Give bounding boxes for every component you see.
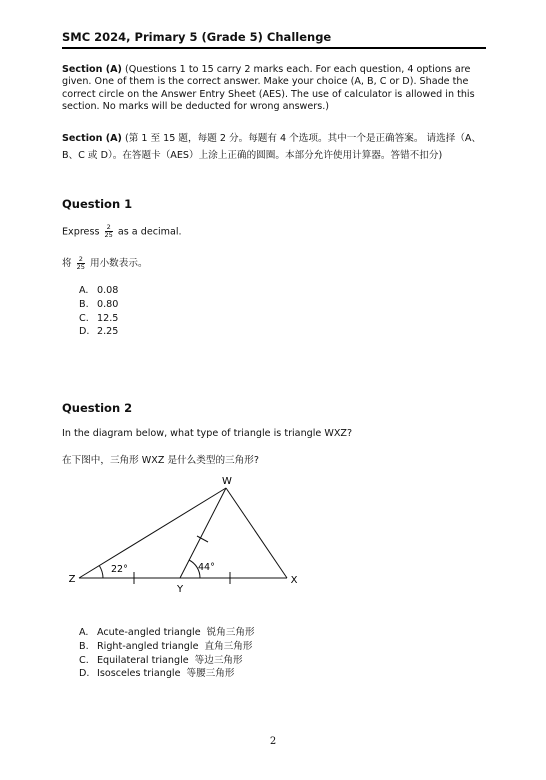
q1-zh-post: 用小数表示。	[90, 258, 148, 269]
question-1-options	[79, 284, 118, 339]
q1-option-d: D. 2.25	[79, 326, 119, 338]
q2-option-c: C. Equilateral triangle 等边三角形	[79, 654, 243, 666]
q1-fraction	[105, 224, 113, 239]
label-w: W	[222, 476, 232, 487]
q1-zh-pre: 将	[62, 258, 72, 269]
q1-option-b: B. 0.80	[79, 298, 119, 310]
question-2-prompt-zh: 在下图中，三角形 WXZ 是什么类型的三角形?	[62, 455, 259, 466]
q1-prompt-post: as a decimal.	[117, 226, 182, 238]
page-number: 2	[269, 736, 277, 747]
label-x: X	[290, 575, 298, 586]
section-instructions-text-zh: (第 1 至 15 题，每题 2 分。每题有 4 个选项。其中一个是正确答案。 请选择（A、B、C 或 D）。在答题卡（AES）上涂上正确的圆圈。本部分允许使用计算器。答错不扣分)	[62, 133, 482, 161]
question-1-prompt-zh	[62, 255, 148, 271]
question-2-title: Question 2	[62, 401, 133, 415]
q1-fraction-zh-numerator: 2	[77, 256, 85, 264]
section-a-instructions-zh	[62, 130, 490, 164]
angle-arc-z	[100, 566, 104, 578]
q2-option-b: B. Right-angled triangle 直角三角形	[79, 640, 253, 652]
q1-fraction-zh	[77, 256, 85, 271]
header-title: SMC 2024, Primary 5 (Grade 5) Challenge	[62, 30, 332, 44]
q1-option-c: C. 12.5	[79, 312, 119, 324]
q2-option-a: A. Acute-angled triangle 锐角三角形	[79, 627, 255, 638]
label-z: Z	[68, 574, 76, 585]
angle-label-y: 44°	[198, 562, 215, 573]
angle-label-z: 22°	[111, 564, 128, 575]
q1-fraction-numerator: 2	[105, 224, 113, 232]
q1-fraction-zh-denominator: 25	[76, 262, 85, 271]
q1-fraction-denominator: 25	[104, 231, 113, 239]
page-header	[62, 30, 486, 49]
q2-option-d: D. Isosceles triangle 等腰三角形	[79, 668, 235, 680]
section-a-instructions-en	[62, 64, 486, 114]
q1-prompt-pre: Express	[62, 226, 100, 238]
question-1-prompt	[62, 224, 182, 239]
question-1-title: Question 1	[62, 197, 133, 211]
section-label-zh: Section (A)	[62, 133, 122, 144]
section-instructions-text: (Questions 1 to 15 carry 2 marks each. For each question, 4 options are given. One of them is the correct answer. Make your choice (A, B, C or D). Shade the correct circle on the Answer Entry Sheet (AES). The use of calculator is allowed in this section. No marks will be deducted for wrong answers.)	[62, 64, 475, 113]
q1-option-a: A. 0.08	[79, 285, 119, 296]
label-y: Y	[176, 584, 184, 592]
question-2-prompt: In the diagram below, what type of triangle is triangle WXZ?	[62, 428, 353, 439]
question-2-options	[79, 626, 255, 681]
section-label: Section (A)	[62, 64, 122, 75]
side-wx	[226, 488, 287, 578]
triangle-diagram	[62, 472, 312, 592]
